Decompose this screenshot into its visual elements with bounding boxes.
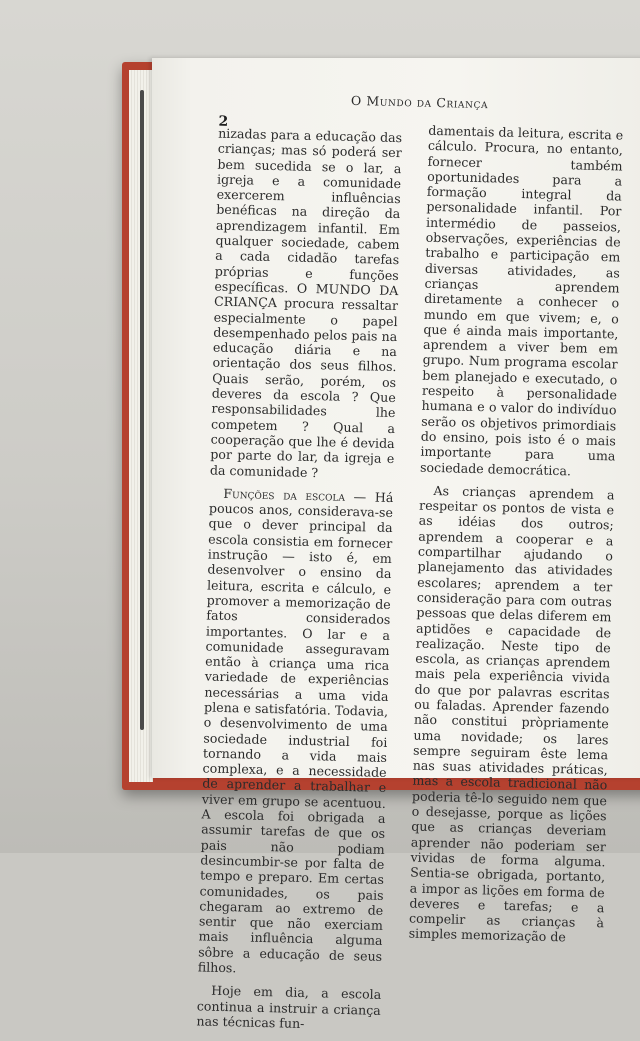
page-content	[133, 58, 640, 1031]
section-heading: Funções da escola	[223, 485, 346, 504]
left-column	[196, 126, 402, 1033]
page-number: 2	[218, 113, 229, 130]
left-paragraph-3: Hoje em dia, a escola continua a instruir a criança nas técnicas fun-	[196, 983, 382, 1031]
right-paragraph-1: damentais da leitura, escrita e cálculo. Procura, no entanto, fornecer também oportunidades para a formação integral da personalidade infantil. Por intermédio de passeios, observações, experiências de trabalho e participação em diversas atividades, as crianças aprendem diretamente a conhecer o mundo em que vivem; e, o que é ainda mais importante, aprendem a viver bem em grupo. Num programa escolar bem planejado e executado, o respeito à personalidade humana e o valor do indivíduo serão os objetivos primordiais do ensino, pois isto é o mais importante para uma sociedade democrática.	[419, 122, 624, 478]
running-head: O Mundo da Criança	[350, 92, 489, 112]
book-page	[152, 58, 640, 1031]
left-paragraph-2-text: — Há poucos anos, considerava-se que o dever principal da escola consistia em fornecer instrução — isto é, em desenvolver o ensino da leitura, escrita e cálculo, e promover a memorização de fatos considerados importantes. O lar e a comunidade asseguravam então à criança uma rica variedade de experiências necessárias a uma vida plena e satisfatória. Todavia, o desenvolvimento de uma sociedade industrial foi tornando a vida mais complexa, e a necessidade de aprender a trabalhar e viver em grupo se acentuou. A escola foi obrigada a assumir tarefas de que os pais não podiam desincumbir-se por falta de tempo e preparo. Em certas comunidades, os pais chegaram ao extremo de sentir que não exerciam mais influência alguma sôbre a educação de seus filhos.	[197, 488, 394, 976]
right-paragraph-2: As crianças aprendem a respeitar os pontos de vista e as idéias dos outros; aprendem a cooperar e a compartilhar ajudando o planejamento das atividades escolares; aprendem a ter consideração para com outras pessoas que delas diferem em aptidões e capacidade de realização. Neste tipo de escola, as crianças aprendem mais pela experiência vivida do que por palavras escritas ou faladas. Aprender fazendo não constitui pròpriamente uma novidade; os lares sempre seguiram êste lema nas suas atividades práticas, mas a escola tradicional não poderia tê-lo seguido nem que o desejasse, porque as lições que as crianças deveriam aprender não poderiam ser vividas de forma alguma. Sentia-se obrigada, portanto, a impor as lições em forma de deveres e tarefas; e a compelir as crianças à simples memorização de	[408, 482, 615, 945]
left-paragraph-2	[198, 485, 394, 979]
left-paragraph-1: nizadas para a educação das crianças; mas só poderá ser bem sucedida se o lar, a igreja e a comunidade exercerem influências benéficas na direção da aprendizagem infantil. Em qualquer sociedade, cabem a cada cidadão tarefas próprias e funções específicas. O MUNDO DA CRIANÇA procura ressaltar especialmente o papel desempenhado pelos pais na educação diária e na orientação dos seus filhos. Quais serão, porém, os deveres da escola ? Que responsabilidades lhe competem ? Qual a cooperação que lhe é devida por parte do lar, da igreja e da comunidade ?	[209, 125, 403, 480]
right-column	[408, 123, 623, 946]
